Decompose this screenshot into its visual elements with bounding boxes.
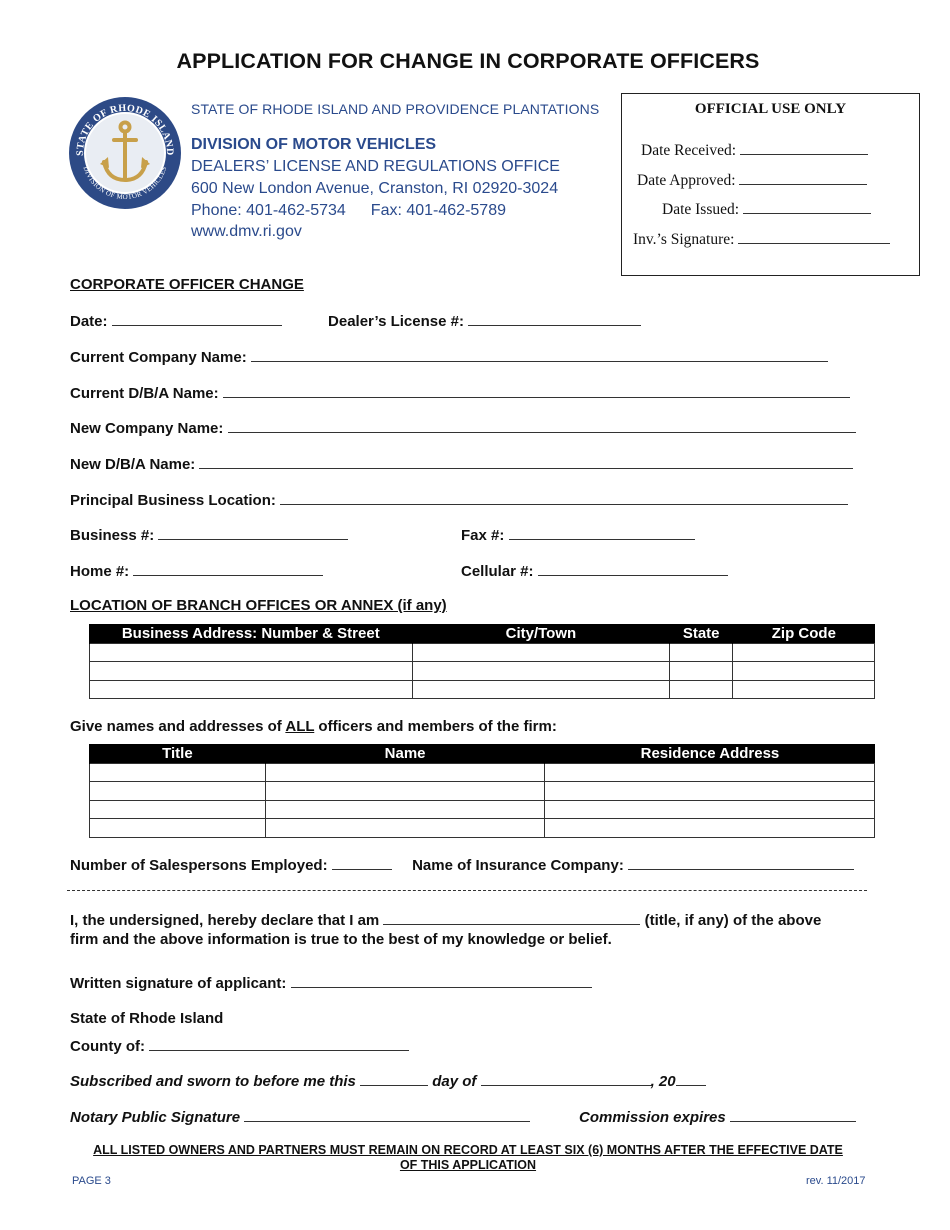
declaration-title-field[interactable]	[383, 911, 640, 925]
table-cell[interactable]	[733, 680, 875, 699]
sworn-day-field[interactable]	[360, 1072, 428, 1086]
insurance-field[interactable]	[628, 856, 854, 870]
table-cell[interactable]	[90, 662, 413, 681]
declaration-part1: I, the undersigned, hereby declare that I am	[70, 912, 380, 929]
table-cell[interactable]	[90, 763, 266, 782]
table-cell[interactable]	[670, 643, 733, 662]
cellular-number-field[interactable]	[538, 562, 728, 576]
new-dba-field[interactable]	[199, 455, 853, 469]
table-cell[interactable]	[265, 819, 545, 838]
table-cell[interactable]	[412, 680, 670, 699]
declaration-line1	[70, 911, 821, 931]
salespersons-field[interactable]	[332, 856, 392, 870]
county-row	[70, 1037, 409, 1055]
cellular-number-label: Cellular #:	[461, 563, 534, 580]
officers-col-title: Title	[90, 744, 266, 763]
agency-address: 600 New London Avenue, Cranston, RI 02920-3024	[191, 180, 559, 197]
page-number: PAGE 3	[72, 1175, 111, 1187]
cellular-number-row	[461, 562, 728, 580]
date-approved-label: Date Approved:	[637, 172, 736, 189]
business-number-field[interactable]	[158, 526, 348, 540]
date-issued-label: Date Issued:	[662, 201, 740, 218]
officers-table	[89, 744, 875, 838]
date-approved-row	[637, 171, 867, 190]
officers-intro-all: ALL	[285, 718, 315, 735]
corporate-change-heading: CORPORATE OFFICER CHANGE	[70, 276, 304, 293]
sworn-label-b: day of	[432, 1073, 477, 1090]
revision-date: rev. 11/2017	[806, 1175, 866, 1187]
current-company-label: Current Company Name:	[70, 349, 247, 366]
date-license-row	[70, 312, 641, 330]
home-number-field[interactable]	[133, 562, 323, 576]
date-label: Date:	[70, 313, 108, 330]
officers-table-header	[90, 744, 875, 763]
table-cell[interactable]	[670, 680, 733, 699]
commission-field[interactable]	[730, 1108, 856, 1122]
date-received-field[interactable]	[740, 141, 868, 155]
current-company-row	[70, 348, 828, 366]
table-cell[interactable]	[545, 800, 875, 819]
records-notice	[0, 1143, 936, 1173]
date-issued-row	[662, 200, 871, 219]
new-company-row	[70, 419, 856, 437]
county-label: County of:	[70, 1038, 145, 1055]
branch-heading: LOCATION OF BRANCH OFFICES OR ANNEX (if any)	[70, 597, 447, 614]
table-cell[interactable]	[412, 643, 670, 662]
anchor-seal-icon	[68, 96, 182, 210]
signature-label: Written signature of applicant:	[70, 975, 287, 992]
sworn-label-c: , 20	[650, 1073, 676, 1090]
sworn-month-field[interactable]	[481, 1072, 651, 1086]
commission-row	[579, 1108, 856, 1126]
sworn-label-a: Subscribed and sworn to before me this	[70, 1073, 356, 1090]
form-title: APPLICATION FOR CHANGE IN CORPORATE OFFICERS	[176, 49, 760, 73]
inv-signature-row	[633, 230, 890, 249]
inv-signature-field[interactable]	[738, 230, 890, 244]
fax-number-label: Fax #:	[461, 527, 505, 544]
notary-field[interactable]	[244, 1108, 530, 1122]
agency-phone: Phone: 401-462-5734	[191, 202, 346, 219]
current-dba-row	[70, 384, 850, 402]
officers-intro-before: Give names and addresses of	[70, 718, 286, 735]
salespersons-row	[70, 856, 854, 874]
table-row	[90, 680, 875, 699]
business-number-label: Business #:	[70, 527, 155, 544]
principal-location-field[interactable]	[280, 491, 848, 505]
declaration-line2: firm and the above information is true to the best of my knowledge or belief.	[70, 930, 612, 948]
table-row	[90, 662, 875, 681]
insurance-label: Name of Insurance Company:	[412, 857, 624, 874]
table-cell[interactable]	[90, 800, 266, 819]
table-cell[interactable]	[90, 782, 266, 801]
new-dba-row	[70, 455, 853, 473]
date-field[interactable]	[112, 312, 282, 326]
table-cell[interactable]	[90, 643, 413, 662]
inv-signature-label: Inv.’s Signature:	[633, 231, 735, 248]
table-row	[90, 782, 875, 801]
officers-intro	[70, 718, 557, 735]
branch-table	[89, 624, 875, 699]
principal-location-row	[70, 491, 848, 509]
state-line: STATE OF RHODE ISLAND AND PROVIDENCE PLANTATIONS	[191, 101, 600, 117]
table-cell[interactable]	[545, 782, 875, 801]
new-company-label: New Company Name:	[70, 420, 224, 437]
home-number-label: Home #:	[70, 563, 130, 580]
fax-number-field[interactable]	[509, 526, 695, 540]
agency-fax: Fax: 401-462-5789	[370, 202, 506, 219]
table-cell[interactable]	[733, 643, 875, 662]
table-row	[90, 819, 875, 838]
table-row	[90, 763, 875, 782]
official-use-title: OFFICIAL USE ONLY	[694, 101, 847, 117]
signature-row	[70, 974, 592, 992]
officers-col-name: Name	[265, 744, 545, 763]
branch-col-city: City/Town	[412, 624, 670, 643]
notary-row	[70, 1108, 530, 1126]
table-cell[interactable]	[412, 662, 670, 681]
officers-col-address: Residence Address	[545, 744, 875, 763]
agency-phone-fax	[191, 202, 506, 220]
branch-col-zip: Zip Code	[733, 624, 875, 643]
branch-table-header	[90, 624, 875, 643]
table-row	[90, 800, 875, 819]
table-cell[interactable]	[733, 662, 875, 681]
sworn-year-field[interactable]	[676, 1072, 706, 1086]
state-ri: State of Rhode Island	[70, 1010, 224, 1027]
commission-label: Commission expires	[579, 1109, 726, 1126]
salespersons-label: Number of Salespersons Employed:	[70, 857, 328, 874]
current-dba-label: Current D/B/A Name:	[70, 385, 219, 402]
current-dba-field[interactable]	[223, 384, 850, 398]
fax-number-row	[461, 526, 695, 544]
signature-field[interactable]	[291, 974, 592, 988]
table-cell[interactable]	[545, 819, 875, 838]
notice-line2: OF THIS APPLICATION	[399, 1158, 537, 1172]
ri-state-seal	[68, 96, 182, 210]
table-cell[interactable]	[265, 782, 545, 801]
declaration-part2: (title, if any) of the above	[644, 912, 822, 929]
seal-text-top: STATE OF RHODE ISLAND	[74, 102, 176, 156]
table-cell[interactable]	[90, 680, 413, 699]
new-company-field[interactable]	[228, 419, 856, 433]
date-approved-field[interactable]	[739, 171, 867, 185]
table-cell[interactable]	[265, 800, 545, 819]
date-received-label: Date Received:	[641, 142, 737, 159]
branch-col-address: Business Address: Number & Street	[90, 624, 413, 643]
new-dba-label: New D/B/A Name:	[70, 456, 196, 473]
current-company-field[interactable]	[251, 348, 828, 362]
home-number-row	[70, 562, 323, 580]
table-cell[interactable]	[265, 763, 545, 782]
sworn-row	[70, 1072, 706, 1090]
dealer-license-label: Dealer’s License #:	[328, 313, 464, 330]
dashed-divider	[67, 890, 867, 891]
declaration	[70, 911, 821, 949]
seal-text-bottom: DIVISION OF MOTOR VEHICLES	[81, 165, 169, 202]
notary-label: Notary Public Signature	[70, 1109, 241, 1126]
date-issued-field[interactable]	[743, 200, 871, 214]
dealer-license-field[interactable]	[468, 312, 641, 326]
branch-col-state: State	[670, 624, 733, 643]
table-cell[interactable]	[670, 662, 733, 681]
division-name: DIVISION OF MOTOR VEHICLES	[191, 136, 437, 153]
table-cell[interactable]	[90, 819, 266, 838]
officers-intro-after: officers and members of the firm:	[314, 718, 557, 735]
principal-location-label: Principal Business Location:	[70, 492, 276, 509]
table-cell[interactable]	[545, 763, 875, 782]
date-received-row	[641, 141, 868, 160]
office-name: DEALERS’ LICENSE AND REGULATIONS OFFICE	[191, 158, 560, 175]
official-use-box	[621, 93, 920, 276]
table-row	[90, 643, 875, 662]
agency-website[interactable]: www.dmv.ri.gov	[191, 223, 302, 240]
agency-info	[191, 101, 600, 240]
business-fax-row	[70, 526, 348, 544]
notice-line1: ALL LISTED OWNERS AND PARTNERS MUST REMAIN ON RECORD AT LEAST SIX (6) MONTHS AFTER THE EFFECTIVE DATE	[93, 1143, 843, 1157]
county-field[interactable]	[149, 1037, 409, 1051]
